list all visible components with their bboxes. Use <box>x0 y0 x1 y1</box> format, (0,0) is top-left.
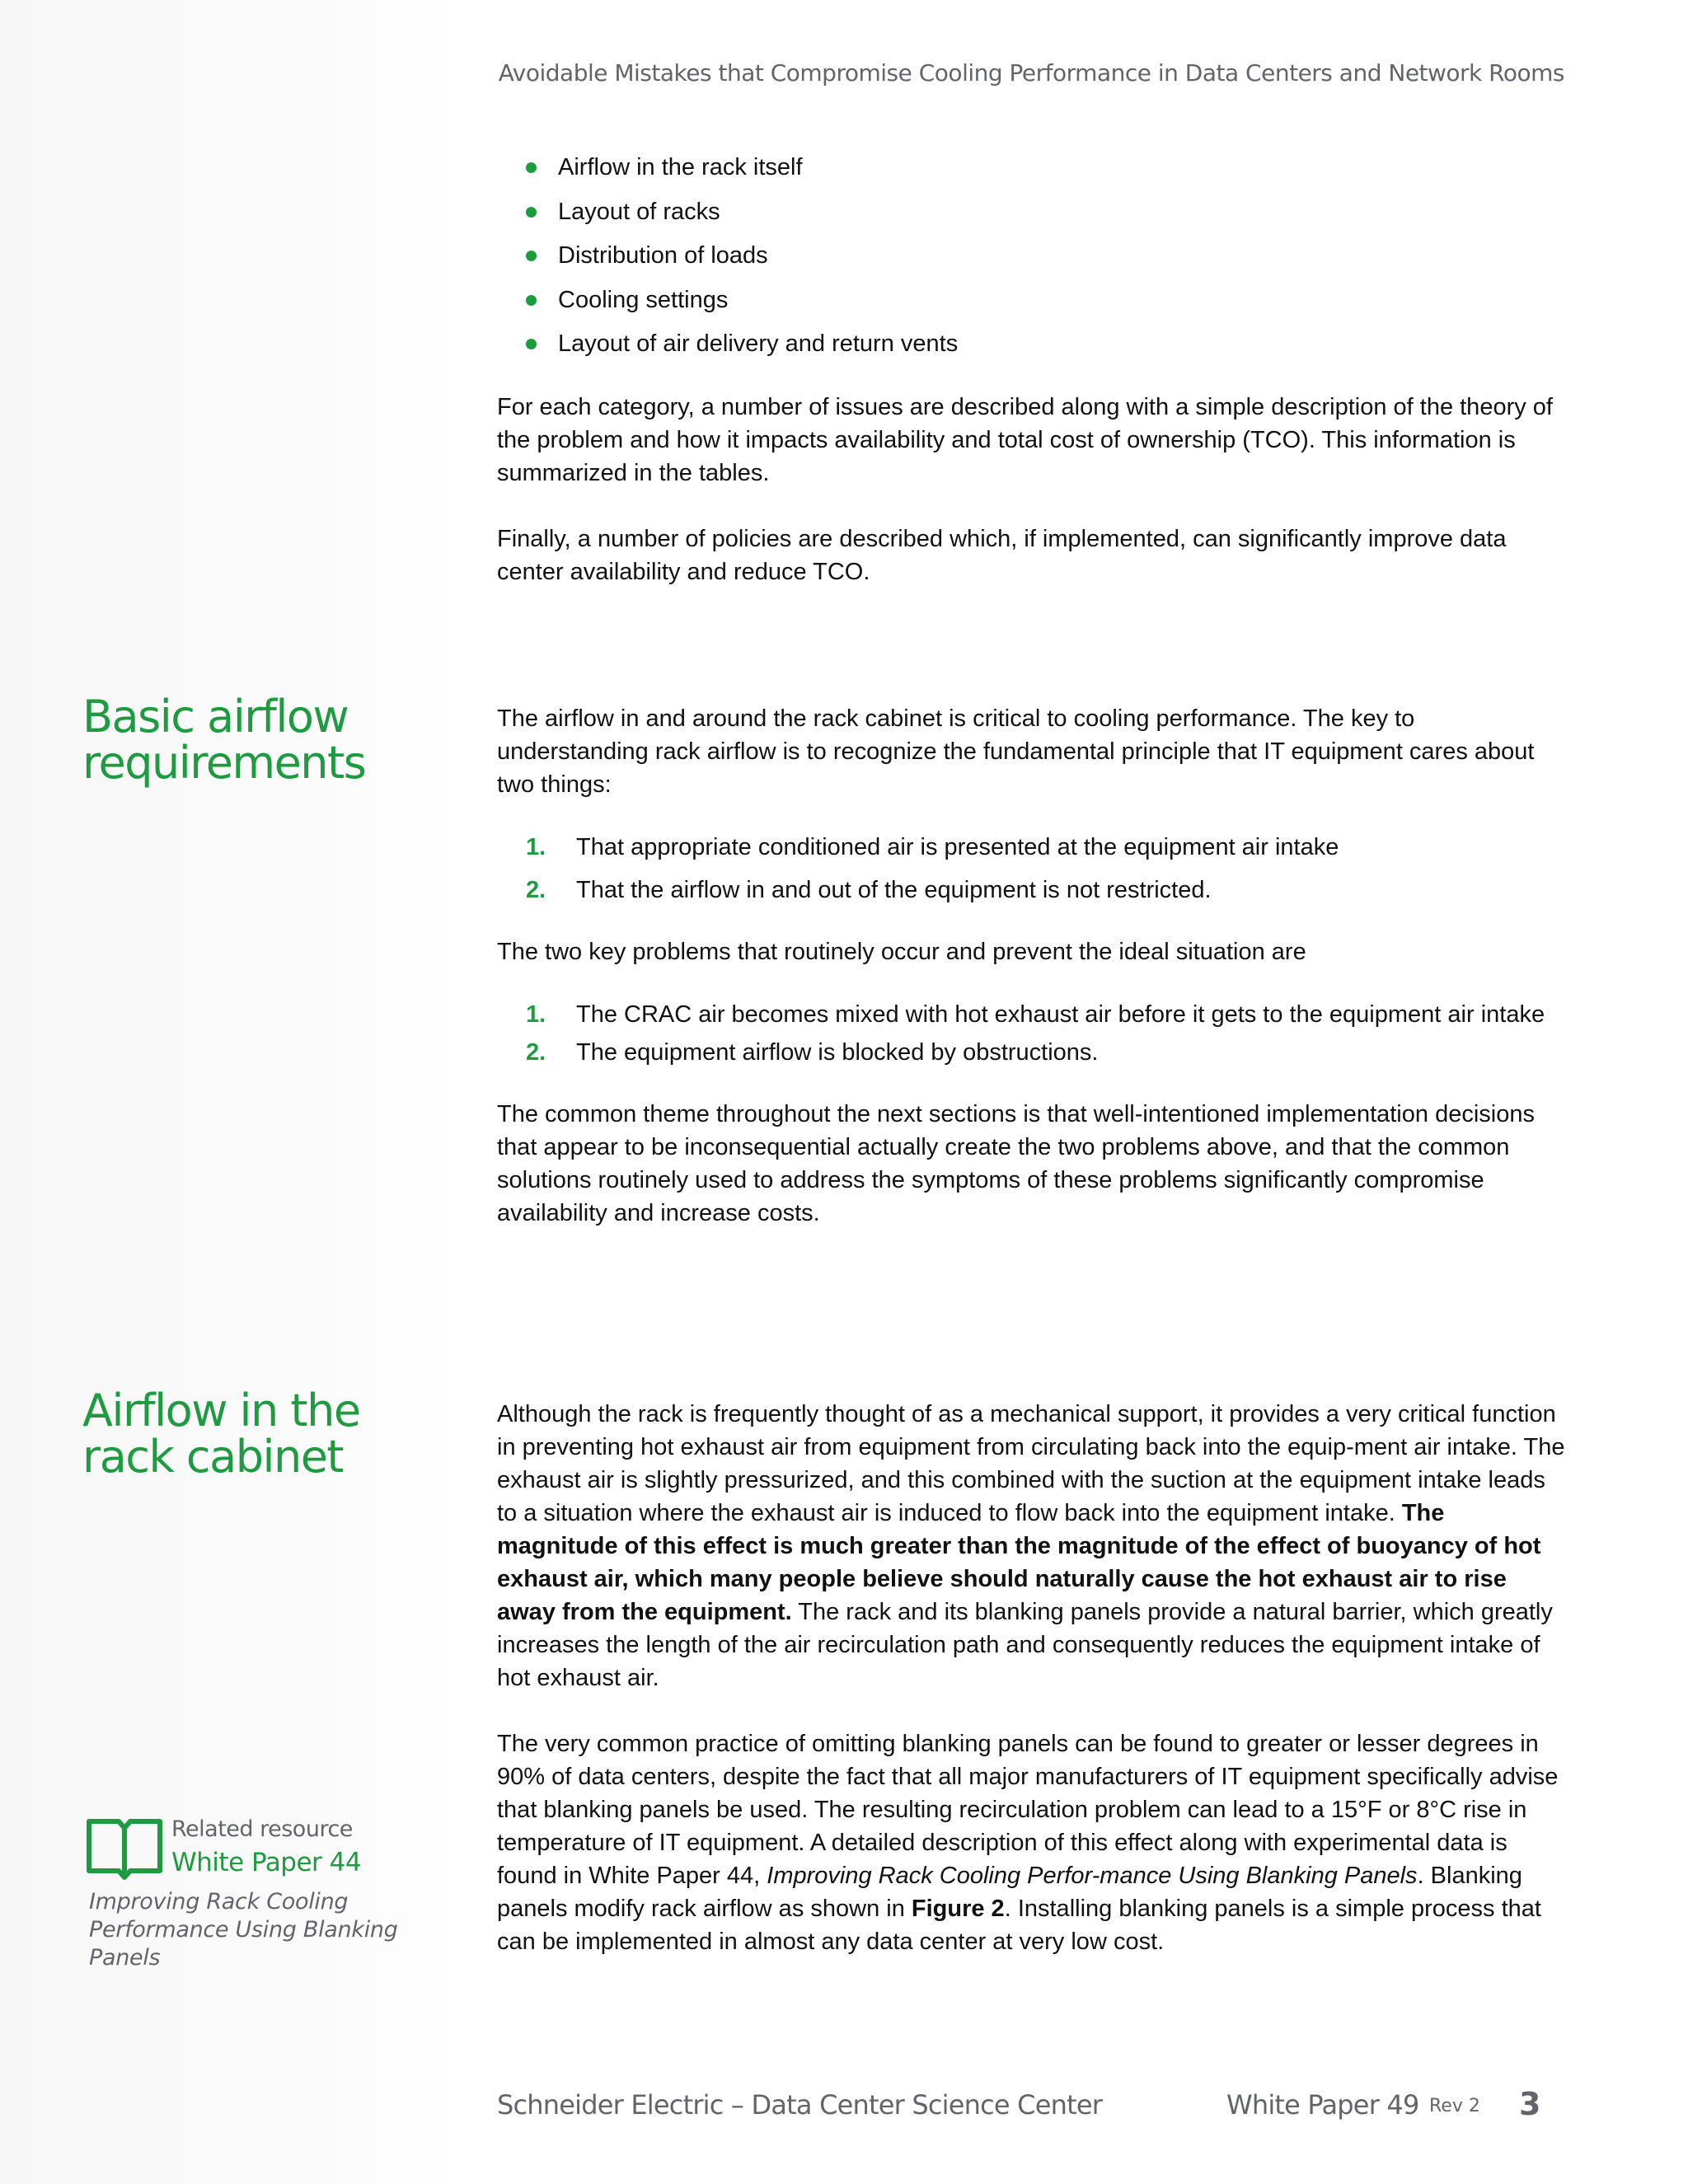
page-number: 3 <box>1519 2086 1541 2122</box>
intro-paragraph-categories: For each category, a number of issues are described along with a simple description of the theory of the problem and how it impacts availability and total cost of ownership (TCO). This information is summarized in the tables. <box>497 393 1553 486</box>
book-icon <box>86 1818 163 1881</box>
category-list <box>497 151 1568 372</box>
basic-airflow-paragraph-3: The common theme throughout the next sections is that well-intentioned implementation decisions that appear to be inconsequential actually create the two problems above, and that the common solutions routinely used to address the symptoms of these problems significantly compromise availability and increase costs. <box>497 1101 1535 1226</box>
intro-section <box>497 151 1568 588</box>
section-heading-basic-airflow: Basic airflow requirements <box>82 691 366 789</box>
basic-airflow-paragraph-2: The two key problems that routinely occur and prevent the ideal situation are <box>497 939 1306 965</box>
list-item: Airflow in the rack itself <box>497 151 1568 195</box>
bullet-icon <box>526 251 537 261</box>
requirements-list <box>497 831 1568 907</box>
related-resource-paper-link[interactable]: White Paper 44 <box>171 1848 362 1877</box>
list-item: 1. The CRAC air becomes mixed with hot exhaust air before it gets to the equipment air intake <box>526 1001 1545 1028</box>
list-item: 2. The equipment airflow is blocked by obstructions. <box>526 1039 1099 1066</box>
footer-paper-number: White Paper 49 <box>1226 2089 1419 2121</box>
bullet-icon <box>526 339 537 349</box>
list-item: Cooling settings <box>497 284 1568 328</box>
figure-2-reference[interactable]: Figure 2 <box>911 1896 1005 1922</box>
bullet-icon <box>526 162 537 173</box>
footer-revision: Rev 2 <box>1429 2096 1480 2116</box>
white-paper-44-title-link[interactable]: Improving Rack Cooling Perfor-mance Using Blanking Panels <box>767 1863 1418 1889</box>
list-item: Layout of air delivery and return vents <box>497 327 1568 372</box>
related-resource-label: Related resource <box>171 1816 353 1842</box>
list-item: 1. That appropriate conditioned air is presented at the equipment air intake <box>526 834 1339 860</box>
bullet-icon <box>526 295 537 306</box>
basic-airflow-paragraph-1: The airflow in and around the rack cabinet is critical to cooling performance. The key to understanding rack airflow is to recognize the fundamental principle that IT equipment cares about two things: <box>497 705 1535 798</box>
list-item: Distribution of loads <box>497 239 1568 284</box>
footer-publisher: Schneider Electric – Data Center Science Center <box>497 2089 1103 2121</box>
running-header: Avoidable Mistakes that Compromise Cooling Performance in Data Centers and Network Rooms <box>498 59 1564 87</box>
intro-paragraph-policies: Finally, a number of policies are described which, if implemented, can significantly improve data center availability and reduce TCO. <box>497 525 1507 585</box>
rack-cabinet-paragraph-2: The very common practice of omitting blanking panels can be found to greater or lesser degrees in 90% of data centers, despite the fact that all major manufacturers of IT equipment specifically advise that blanking panels be used. The resulting recirculation problem can lead to a 15°F or 8°C rise in temperature of IT equipment. A detailed description of this effect along with experimental data is found in White Paper 44, Improving Rack Cooling Perfor-mance Using Blanking Panels. Blanking panels modify rack airflow as shown in Figure 2. Installing blanking panels is a simple process that can be implemented in almost any data center at very low cost. <box>497 1731 1559 1955</box>
basic-airflow-body <box>497 702 1568 1230</box>
list-item: Layout of racks <box>497 195 1568 240</box>
list-item: 2. That the airflow in and out of the equipment is not restricted. <box>526 877 1212 903</box>
bullet-icon <box>526 207 537 218</box>
section-heading-rack-cabinet: Airflow in the rack cabinet <box>82 1385 360 1483</box>
page-footer <box>497 2086 1541 2122</box>
rack-cabinet-paragraph-1: Although the rack is frequently thought of as a mechanical support, it provides a very critical function in preventing hot exhaust air from equipment from circulating back into the equip-ment air intake. The exhaust air is slightly pressurized, and this combined with the suction at the equipment intake leads to a situation where the exhaust air is induced to flow back into the equipment intake. The magnitude of this effect is much greater than the magnitude of the effect of buoyancy of hot exhaust air, which many people believe should naturally cause the hot exhaust air to rise away from the equipment. The rack and its blanking panels provide a natural barrier, which greatly increases the length of the air recirculation path and consequently reduces the equipment intake of hot exhaust air. <box>497 1401 1565 1691</box>
problems-list <box>497 1000 1568 1069</box>
related-resource-title: Improving Rack Cooling Performance Using Blanking Panels <box>89 1889 398 1971</box>
rack-cabinet-body <box>497 1398 1568 1958</box>
